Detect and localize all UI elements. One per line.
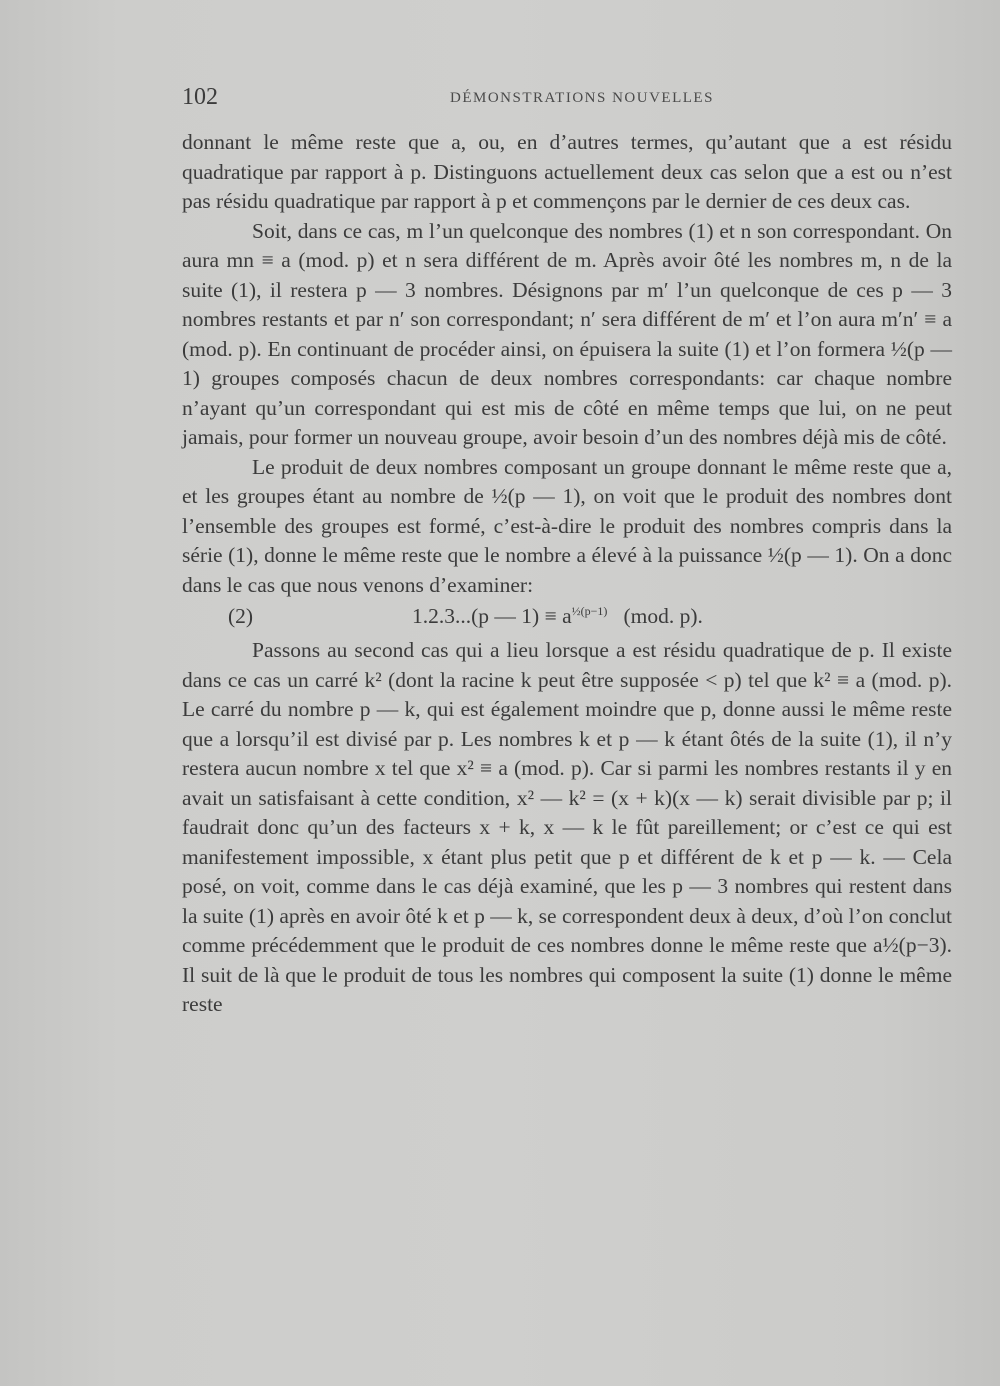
paragraph-3: Le produit de deux nombres composant un groupe donnant le même reste que a, et les groupes étant au nombre de ½(p — 1), on voit que le produit des nombres dont l’ensemble des groupes est formé, c’est-à-dire le produit des nombres compris dans la série (1), donne le même reste que le nombre a élevé à la puissance ½(p — 1). On a donc dans le cas que nous venons d’examiner: bbox=[182, 454, 952, 597]
equation-2 bbox=[182, 600, 952, 636]
equation-exponent: ½(p−1) bbox=[571, 603, 608, 618]
equation-modulus: (mod. p). bbox=[623, 604, 703, 628]
page-header bbox=[182, 84, 952, 116]
page-number: 102 bbox=[182, 84, 218, 110]
equation-lhs: 1.2.3...(p — 1) ≡ a bbox=[412, 604, 572, 628]
body-text bbox=[182, 128, 952, 1020]
equation-body bbox=[412, 602, 703, 632]
running-head: DÉMONSTRATIONS NOUVELLES bbox=[450, 90, 714, 106]
paragraph-1: donnant le même reste que a, ou, en d’autres termes, qu’autant que a est résidu quadratique par rapport à p. Distinguons actuellement deux cas selon que a est ou n’est pas résidu quadratique par rapport à p et commençons par le dernier de ces deux cas. bbox=[182, 130, 952, 213]
equation-number: (2) bbox=[228, 604, 254, 628]
paragraph-2: Soit, dans ce cas, m l’un quelconque des nombres (1) et n son correspondant. On aura mn ≡ a (mod. p) et n sera différent de m. Après avoir ôté les nombres m, n de la suite (1), il restera p — 3 nombres. Désignons par m′ l’un quelconque de ces p — 3 nombres restants et par n′ son correspondant; n′ sera différent de m′ et l’on aura m′n′ ≡ a (mod. p). En continuant de procéder ainsi, on épuisera la suite (1) et l’on formera ½(p — 1) groupes composés chacun de deux nombres correspondants: car chaque nombre n’ayant qu’un correspondant qui est mis de côté en même temps que lui, on ne peut jamais, pour former un nouveau groupe, avoir besoin d’un des nombres déjà mis de côté. bbox=[182, 218, 952, 449]
paragraph-4: Passons au second cas qui a lieu lorsque a est résidu quadratique de p. Il existe dans ce cas un carré k² (dont la racine k peut être supposée < p) tel que k² ≡ a (mod. p). Le carré du nombre p — k, qui est également moindre que p, donne aussi le même reste que a lorsqu’il est divisé par p. Les nombres k et p — k étant ôtés de la suite (1), il n’y restera aucun nombre x tel que x² ≡ a (mod. p). Car si parmi les nombres restants il y en avait un satisfaisant à cette condition, x² — k² = (x + k)(x — k) serait divisible par p; il faudrait donc qu’un des facteurs x + k, x — k le fût pareillement; or c’est ce qui est manifestement impossible, x étant plus petit que p et différent de k et p — k. — Cela posé, on voit, comme dans le cas déjà examiné, que les p — 3 nombres qui restent dans la suite (1) après en avoir ôté k et p — k, se correspondent deux à deux, d’où l’on conclut comme précédemment que le produit de ces nombres donne le même reste que a½(p−3). Il suit de là que le produit de tous les nombres qui composent la suite (1) donne le même reste bbox=[182, 638, 952, 1016]
